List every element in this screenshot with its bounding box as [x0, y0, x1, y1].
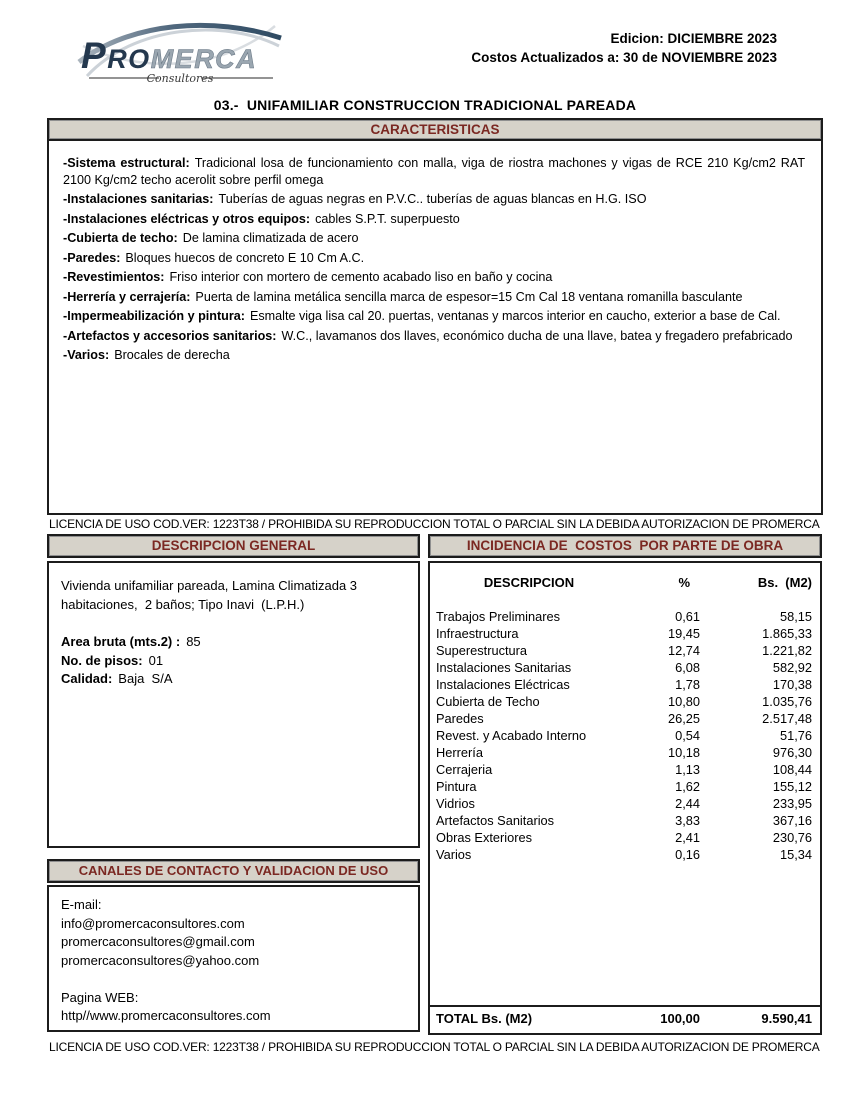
cost-row-bs: 582,92: [772, 660, 812, 675]
contact-line: Pagina WEB:: [61, 989, 139, 1005]
cost-row-name: Instalaciones Sanitarias: [436, 660, 572, 675]
spec-field: [61, 652, 406, 671]
cost-table-row: [430, 676, 820, 693]
caracteristicas-body: [49, 141, 821, 364]
spec-label: No. de pisos:: [61, 652, 143, 668]
cost-table-row: [430, 642, 820, 659]
cost-row-name: Cerrajeria: [436, 762, 493, 777]
cost-row-bs: 233,95: [772, 796, 812, 811]
cost-row-name: Superestructura: [436, 643, 528, 658]
spec-fields: [61, 633, 406, 689]
cost-row-name: Vidrios: [436, 796, 475, 811]
characteristic-text: De lamina climatizada de acero: [182, 231, 359, 245]
total-row: [430, 1005, 820, 1033]
cost-row-name: Revest. y Acabado Interno: [436, 728, 587, 743]
caracteristicas-section: [47, 118, 823, 515]
characteristic-label: -Instalaciones eléctricas y otros equipos:: [63, 211, 311, 226]
total-percent: 100,00: [660, 1011, 700, 1026]
characteristic-label: -Artefactos y accesorios sanitarios:: [63, 328, 277, 343]
cost-row-bs: 230,76: [772, 830, 812, 845]
logo-swoosh-icon: [73, 12, 288, 92]
characteristic-text: Esmalte viga lisa cal 20. puertas, ventanas y marcos interior en caucho, exterior a base de Cal.: [249, 309, 781, 323]
cost-table-row: [430, 744, 820, 761]
cost-row-bs: 155,12: [772, 779, 812, 794]
cost-row-percent: 1,62: [675, 779, 700, 794]
cost-row-bs: 15,34: [779, 847, 812, 862]
cost-row-percent: 3,83: [675, 813, 700, 828]
characteristic-item: [63, 191, 805, 208]
characteristic-label: -Varios:: [63, 348, 110, 362]
cost-row-bs: 1.221,82: [762, 643, 812, 658]
license-notice-bottom: LICENCIA DE USO COD.VER: 1223T38 / PROHIBIDA SU REPRODUCCION TOTAL O PARCIAL SIN LA DEBIDA AUTORIZACION DE PROMERCA: [49, 1040, 820, 1054]
cost-row-name: Varios: [436, 847, 472, 862]
spec-label: Area bruta (mts.2) :: [61, 634, 181, 649]
characteristic-text: Puerta de lamina metálica sencilla marca de espesor=15 Cm Cal 18 ventana romanilla basculante: [195, 289, 743, 304]
cost-row-percent: 2,44: [675, 796, 700, 811]
cost-row-bs: 108,44: [772, 762, 812, 777]
cost-row-bs: 976,30: [772, 745, 812, 760]
cost-row-bs: 1.865,33: [762, 626, 812, 641]
characteristic-item: [63, 289, 805, 306]
incidencia-header-bar: INCIDENCIA DE COSTOS POR PARTE DE OBRA: [428, 534, 822, 558]
cost-table-row: [430, 608, 820, 625]
spec-value: 85: [186, 634, 201, 649]
cost-row-bs: 2.517,48: [762, 711, 812, 726]
contact-line: [61, 970, 406, 989]
cost-row-percent: 19,45: [667, 626, 700, 641]
cost-table-header-row: [436, 575, 812, 590]
promerca-logo: [73, 12, 288, 92]
cost-row-percent: 26,25: [667, 711, 700, 726]
cost-row-percent: 1,13: [675, 762, 700, 777]
cost-row-bs: 1.035,76: [762, 694, 812, 709]
cost-row-name: Cubierta de Techo: [436, 694, 540, 709]
characteristic-item: [63, 328, 805, 345]
contact-line: http//www.promercaconsultores.com: [61, 1008, 271, 1023]
cost-table-row: [430, 710, 820, 727]
characteristic-item: [63, 347, 805, 364]
edition-line-2: Costos Actualizados a: 30 de NOVIEMBRE 2023: [471, 50, 777, 65]
edition-line-1: Edicion: DICIEMBRE 2023: [610, 31, 777, 46]
cost-table-row: [430, 761, 820, 778]
characteristic-label: -Cubierta de techo:: [63, 231, 178, 245]
total-label: TOTAL Bs. (M2): [436, 1011, 533, 1026]
cost-row-name: Obras Exteriores: [436, 830, 533, 845]
edition-info: [471, 29, 777, 67]
cost-row-percent: 0,54: [675, 728, 700, 743]
cost-row-percent: 6,08: [675, 660, 700, 675]
cost-row-percent: 1,78: [675, 677, 700, 692]
characteristic-item: [63, 250, 805, 267]
contact-line: E-mail:: [61, 897, 102, 912]
cost-row-percent: 10,80: [667, 694, 700, 709]
characteristic-label: -Instalaciones sanitarias:: [63, 192, 214, 206]
contact-line: promercaconsultores@yahoo.com: [61, 952, 260, 968]
characteristic-item: [63, 230, 805, 247]
logo-tagline: Consultores: [146, 72, 214, 85]
incidencia-body: [428, 561, 822, 1035]
cost-row-percent: 2,41: [675, 830, 700, 845]
cost-row-percent: 0,16: [675, 847, 700, 862]
total-bs: 9.590,41: [761, 1011, 812, 1026]
contact-line: promercaconsultores@gmail.com: [61, 934, 255, 949]
cost-table-row: [430, 778, 820, 795]
characteristic-text: Tuberías de aguas negras en P.V.C.. tuberías de aguas blancas en H.G. ISO: [218, 192, 647, 206]
general-description-text: Vivienda unifamiliar pareada, Lamina Climatizada 3 habitaciones, 2 baños; Tipo Inavi (L.P.H.): [61, 578, 361, 612]
cost-row-bs: 367,16: [772, 813, 812, 828]
cost-row-name: Instalaciones Eléctricas: [436, 677, 570, 692]
cost-table-row: [430, 829, 820, 846]
contact-line: info@promercaconsultores.com: [61, 915, 245, 931]
caracteristicas-header-bar: CARACTERISTICAS: [49, 120, 821, 141]
characteristic-text: Bloques huecos de concreto E 10 Cm A.C.: [125, 250, 365, 265]
spec-label: Calidad:: [61, 671, 113, 686]
page-title: 03.- UNIFAMILIAR CONSTRUCCION TRADICIONAL PAREADA: [213, 97, 637, 113]
spec-field: [61, 633, 406, 652]
cost-row-percent: 0,61: [675, 609, 700, 624]
characteristic-label: -Herrería y cerrajería:: [63, 289, 191, 304]
license-notice-top: LICENCIA DE USO COD.VER: 1223T38 / PROHIBIDA SU REPRODUCCION TOTAL O PARCIAL SIN LA DEBIDA AUTORIZACION DE PROMERCA: [49, 517, 820, 531]
brand-text: PROMERCA: [81, 35, 258, 76]
cost-row-percent: 12,74: [667, 643, 700, 658]
characteristic-label: -Paredes:: [63, 250, 121, 265]
characteristic-label: -Revestimientos:: [63, 270, 165, 284]
characteristic-label: -Impermeabilización y pintura:: [63, 309, 245, 323]
descripcion-general-header-bar: DESCRIPCION GENERAL: [47, 534, 420, 558]
cost-row-name: Infraestructura: [436, 626, 519, 641]
cost-row-name: Herrería: [436, 745, 483, 760]
contact-header-bar: CANALES DE CONTACTO Y VALIDACION DE USO: [47, 859, 420, 883]
spec-field: [61, 670, 406, 689]
cost-row-name: Artefactos Sanitarios: [436, 813, 555, 828]
characteristic-item: [63, 211, 805, 228]
column-header-bs-m2: Bs. (M2): [757, 575, 812, 590]
spec-value: Baja S/A: [118, 671, 173, 686]
characteristic-text: Tradicional losa de funcionamiento con malla, viga de riostra machones y vigas de RCE 210 Kg/cm2 RAT 2100 Kg/cm2 techo acerolit sobre perfil omega: [63, 155, 806, 187]
contact-body: [47, 885, 420, 1032]
descripcion-general-body: [47, 561, 420, 848]
cost-row-name: Pintura: [436, 779, 477, 794]
cost-row-bs: 58,15: [779, 609, 812, 624]
cost-row-bs: 170,38: [772, 677, 812, 692]
characteristic-item: [63, 155, 805, 189]
cost-row-percent: 10,18: [667, 745, 700, 760]
cost-row-name: Paredes: [436, 711, 484, 726]
cost-table-row: [430, 812, 820, 829]
characteristic-item: [63, 269, 805, 286]
characteristic-text: cables S.P.T. superpuesto: [315, 211, 460, 226]
cost-table-row: [430, 846, 820, 863]
characteristic-label: -Sistema estructural:: [63, 155, 190, 170]
column-header-percent: %: [678, 575, 690, 590]
cost-table-row: [430, 727, 820, 744]
cost-row-bs: 51,76: [779, 728, 812, 743]
cost-table-row: [430, 693, 820, 710]
cost-row-name: Trabajos Preliminares: [436, 609, 560, 624]
characteristic-item: [63, 308, 805, 325]
spec-value: 01: [148, 652, 164, 668]
characteristic-text: Brocales de derecha: [114, 348, 230, 362]
column-header-descripcion: DESCRIPCION: [483, 575, 575, 590]
cost-table-row: [430, 625, 820, 642]
cost-table-rows: [430, 608, 820, 863]
characteristic-text: W.C., lavamanos dos llaves, económico ducha de una llave, batea y fregadero prefabricado: [281, 328, 793, 343]
characteristic-text: Friso interior con mortero de cemento acabado liso en baño y cocina: [169, 270, 553, 284]
cost-table-row: [430, 795, 820, 812]
cost-table-row: [430, 659, 820, 676]
